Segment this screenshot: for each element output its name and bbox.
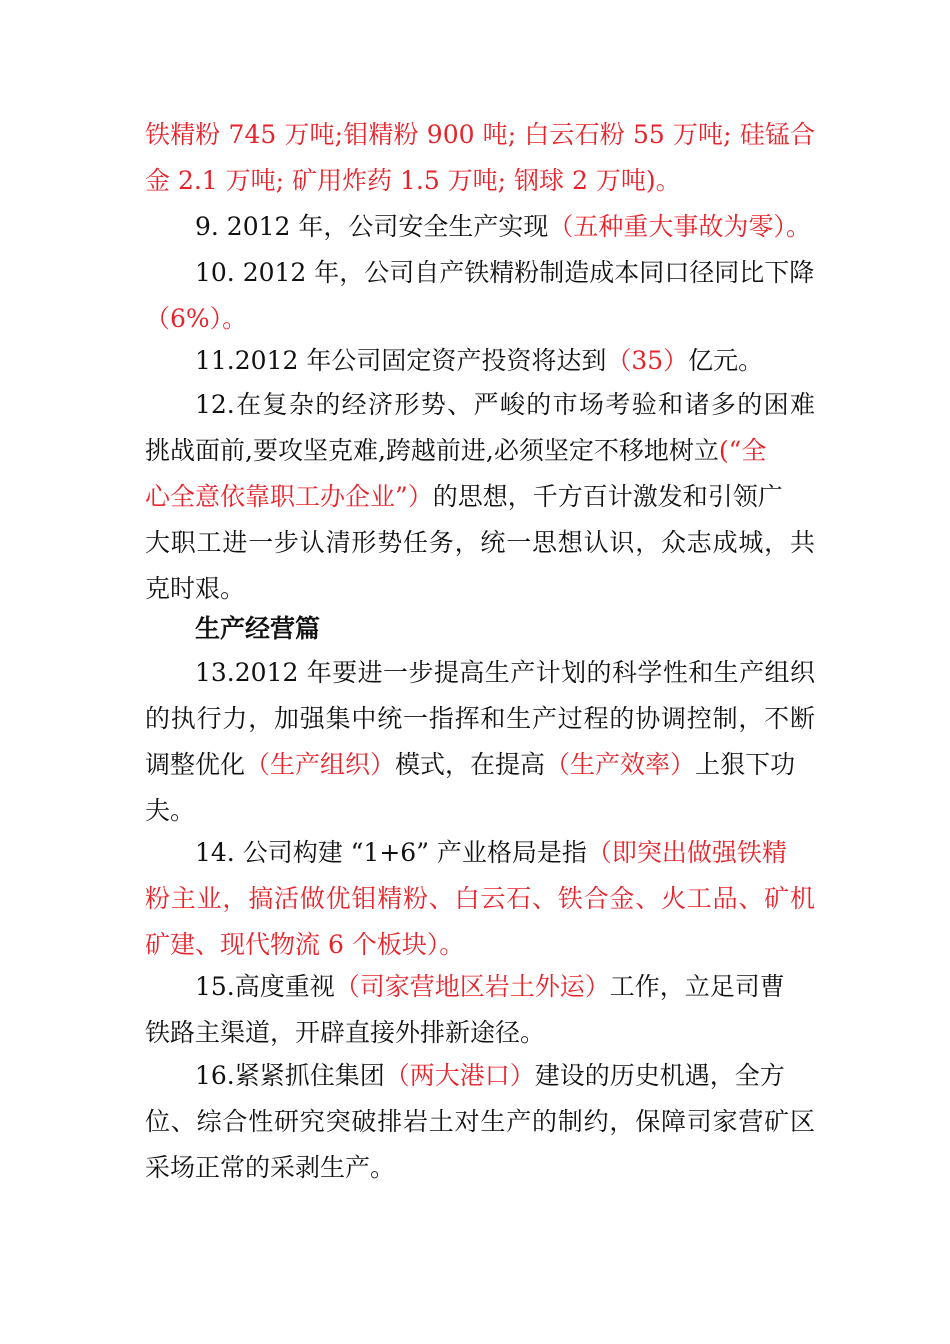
question-text: 9. 2012 年，公司安全生产实现 [195, 212, 549, 241]
answer-text: 金 2.1 万吨; 矿用炸药 1.5 万吨; 钢球 2 万吨)。 [145, 166, 681, 195]
section [145, 606, 815, 652]
question-text: 调整优化 [145, 750, 246, 779]
answer-text: （两大港口） [384, 1061, 535, 1090]
question-text: 夫。 [145, 796, 196, 825]
answer-text: （五种重大事故为零）。 [548, 212, 811, 241]
question-text: 模式，在提高 [395, 750, 546, 779]
item-14 [145, 830, 815, 968]
question-text: 10. 2012 年，公司自产铁精粉制造成本同口径同比下降 [195, 258, 815, 287]
item-15 [145, 964, 815, 1056]
section-heading: 生产经营篇 [195, 614, 321, 643]
question-text: 大职工进一步认清形势任务，统一思想认识，众志成城，共 [145, 528, 815, 557]
question-text: 采场正常的采剥生产。 [145, 1153, 396, 1182]
question-line [145, 338, 815, 384]
question-text: 的执行力，加强集中统一指挥和生产过程的协调控制，不断 [145, 704, 815, 733]
question-line [145, 742, 815, 788]
answer-text: 心全意依靠职工办企业”） [145, 482, 433, 511]
answer-text: （35） [606, 346, 689, 375]
question-line [145, 830, 815, 876]
answer-text: （司家营地区岩土外运） [334, 972, 610, 1001]
question-text: 克时艰。 [145, 574, 246, 603]
question-text: 建设的历史机遇，全方 [534, 1061, 785, 1090]
question-text: 亿元。 [688, 346, 764, 375]
answer-text: 粉主业，搞活做优钼精粉、白云石、铁合金、火工品、矿机 [145, 884, 815, 913]
item-10 [145, 250, 815, 342]
answer-text: （即突出做强铁精 [586, 838, 787, 867]
question-text: 上狠下功 [695, 750, 796, 779]
question-text: 13.2012 年要进一步提高生产计划的科学性和生产组织 [195, 658, 815, 687]
question-text: 15.高度重视 [195, 972, 335, 1001]
question-text: 工作，立足司曹 [609, 972, 785, 1001]
item-11 [145, 338, 815, 384]
question-line [145, 1053, 815, 1099]
question-text: 铁路主渠道，开辟直接外排新途径。 [145, 1018, 546, 1047]
question-line [145, 964, 815, 1010]
answer-text: 铁精粉 745 万吨;钼精粉 900 吨; 白云石粉 55 万吨; 硅锰合 [145, 120, 815, 149]
item-13 [145, 650, 815, 834]
answer-text: (“全 [718, 436, 767, 465]
question-line [145, 474, 815, 520]
item-8-tail [145, 112, 815, 204]
question-text: 的思想，千方百计激发和引领广 [432, 482, 783, 511]
answer-text: （6%）。 [145, 304, 248, 333]
question-text: 位、综合性研究突破排岩土对生产的制约，保障司家营矿区 [145, 1107, 815, 1136]
question-line [145, 428, 815, 474]
question-text: 16.紧紧抓住集团 [195, 1061, 385, 1090]
question-text: 12.在复杂的经济形势、严峻的市场考验和诸多的困难 [195, 390, 815, 419]
item-9 [145, 204, 815, 250]
answer-text: （生产组织） [245, 750, 396, 779]
question-text: 14. 公司构建 “1+6” 产业格局是指 [195, 838, 587, 867]
item-16 [145, 1053, 815, 1191]
answer-text: 矿建、现代物流 6 个板块）。 [145, 930, 465, 959]
question-text: 11.2012 年公司固定资产投资将达到 [195, 346, 607, 375]
item-12 [145, 382, 815, 612]
question-text: 挑战面前,要攻坚克难,跨越前进,必须坚定不移地树立 [145, 436, 719, 465]
answer-text: （生产效率） [545, 750, 696, 779]
question-line [145, 204, 815, 250]
